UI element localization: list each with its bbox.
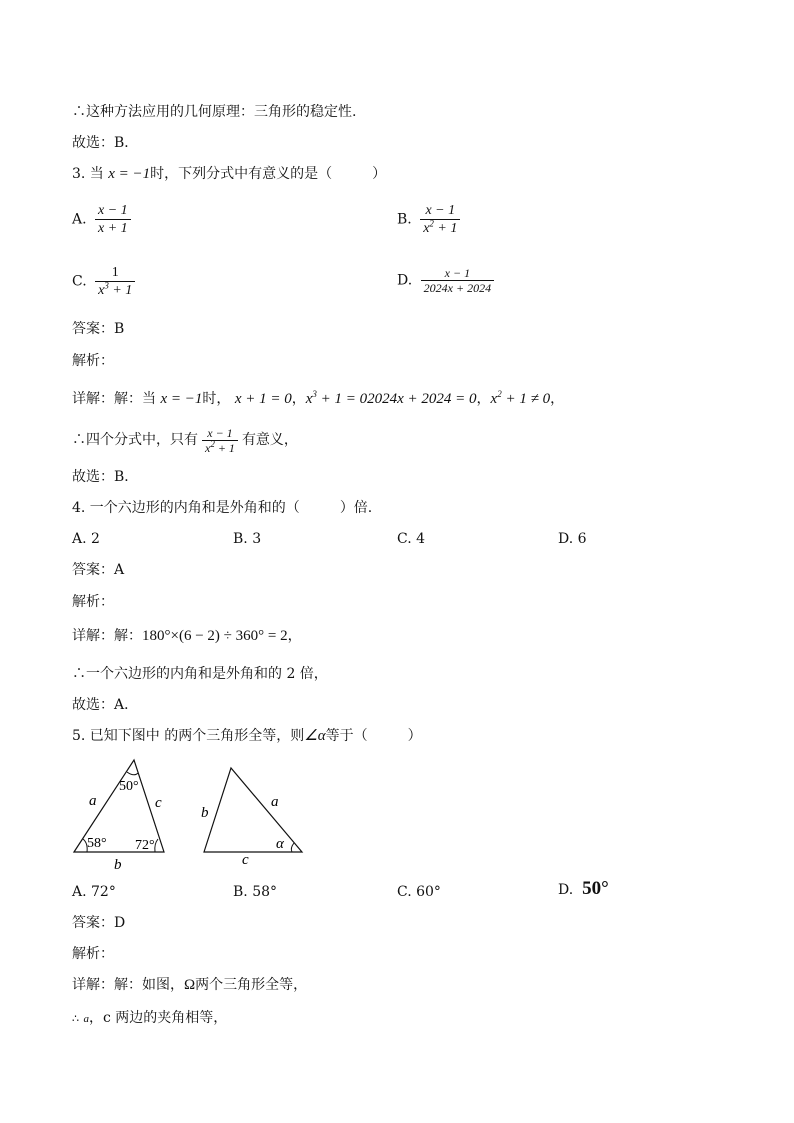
q5-conclusion: ∴ a，c 两边的夹角相等，: [72, 1010, 228, 1026]
q3-condition: x = −1: [108, 166, 151, 182]
q3-option-c: [72, 264, 139, 299]
q5-option-d: D. 50°: [558, 878, 609, 899]
tri1-angle-top: 50°: [119, 779, 139, 794]
fraction: [421, 266, 494, 295]
q3-close: ）: [372, 166, 387, 182]
fraction: $\frac{x - 1}{x^2 + 1}$: [202, 426, 238, 455]
fraction: [95, 202, 131, 237]
tri2-side-a: a: [271, 794, 279, 810]
denominator: x + 1: [98, 221, 128, 236]
question-5-stem: 5. 已知下图中 的两个三角形全等，则∠α等于（ ）: [72, 728, 422, 744]
q5-option-a: A. 72°: [72, 884, 116, 900]
q4-detail: 详解：解：180°×(6 − 2) ÷ 360° = 2，: [72, 628, 302, 644]
question-4-stem: 4. 一个六边形的内角和是外角和的（ ）倍.: [72, 500, 373, 516]
q4-option-a: A. 2: [72, 531, 100, 547]
numerator: x − 1: [95, 202, 131, 220]
q4-choose: 故选：A．: [72, 697, 139, 713]
option-label: A.: [72, 211, 87, 228]
angle-arc-alpha: [291, 843, 294, 852]
tri1-angle-left: 58°: [87, 836, 107, 851]
fraction: [95, 264, 135, 299]
denominator: 2024x + 2024: [423, 281, 492, 295]
tri2-side-c: c: [242, 852, 249, 868]
denominator: $x^3 + 1$: [98, 280, 133, 298]
q4-analysis: 解析：: [72, 594, 114, 610]
option-label: D.: [397, 272, 413, 289]
q3-conclusion: ∴四个分式中，只有 $\frac{x - 1}{x^2 + 1}$ 有意义，: [72, 425, 298, 455]
text-line: ∴这种方法应用的几何原理：三角形的稳定性.: [72, 104, 357, 120]
q4-option-d: D. 6: [558, 531, 587, 547]
tri2-side-b: b: [201, 805, 209, 821]
q5-analysis: 解析：: [72, 946, 114, 962]
tri1-side-a: a: [89, 793, 97, 809]
angle-arc-right: [155, 839, 158, 852]
option-label: B.: [397, 211, 412, 228]
q3-analysis: 解析：: [72, 353, 114, 369]
choose-line: 故选：B．: [72, 135, 139, 151]
q3-option-a: [72, 202, 135, 237]
fraction: [420, 202, 460, 237]
numerator: 1: [95, 264, 135, 282]
q4-conclusion: ∴一个六边形的内角和是外角和的 2 倍，: [72, 666, 328, 682]
triangle-2: [204, 768, 302, 852]
question-3-stem: [72, 165, 386, 183]
q3-choose: 故选：B．: [72, 469, 139, 485]
q4-option-b: B. 3: [233, 531, 262, 547]
tri1-side-b: b: [114, 857, 122, 873]
q3-mid: 时，下列分式中有意义的是（: [150, 166, 333, 182]
tri1-angle-right: 72°: [135, 838, 155, 853]
q3-prefix: 3. 当: [72, 166, 104, 182]
tri2-angle-alpha: α: [276, 836, 284, 852]
q3-option-d: [397, 266, 498, 295]
q3-answer: 答案：B: [72, 321, 125, 337]
q5-option-b: B. 58°: [233, 884, 278, 900]
angle-arc-top: [127, 772, 138, 775]
tri1-side-c: c: [155, 795, 162, 811]
q5-answer: 答案：D: [72, 915, 126, 931]
congruent-triangles-figure: [68, 755, 388, 875]
q5-detail: 详解：解：如图，Ω两个三角形全等，: [72, 977, 308, 993]
numerator: x − 1: [420, 202, 460, 220]
q5-option-c: C. 60°: [397, 884, 441, 900]
option-label: C.: [72, 273, 87, 290]
numerator: x − 1: [421, 266, 494, 281]
denominator: $x^2 + 1$: [423, 218, 458, 236]
q3-option-b: [397, 202, 464, 237]
q4-answer: 答案：A: [72, 562, 125, 578]
q3-detail: 详解：解：当 x = −1时， x + 1 = 0，$x^3 + 1 = 02024x + 2024 = 0$，$x^2 + 1 \ne 0$，: [72, 389, 565, 407]
q4-option-c: C. 4: [397, 531, 426, 547]
